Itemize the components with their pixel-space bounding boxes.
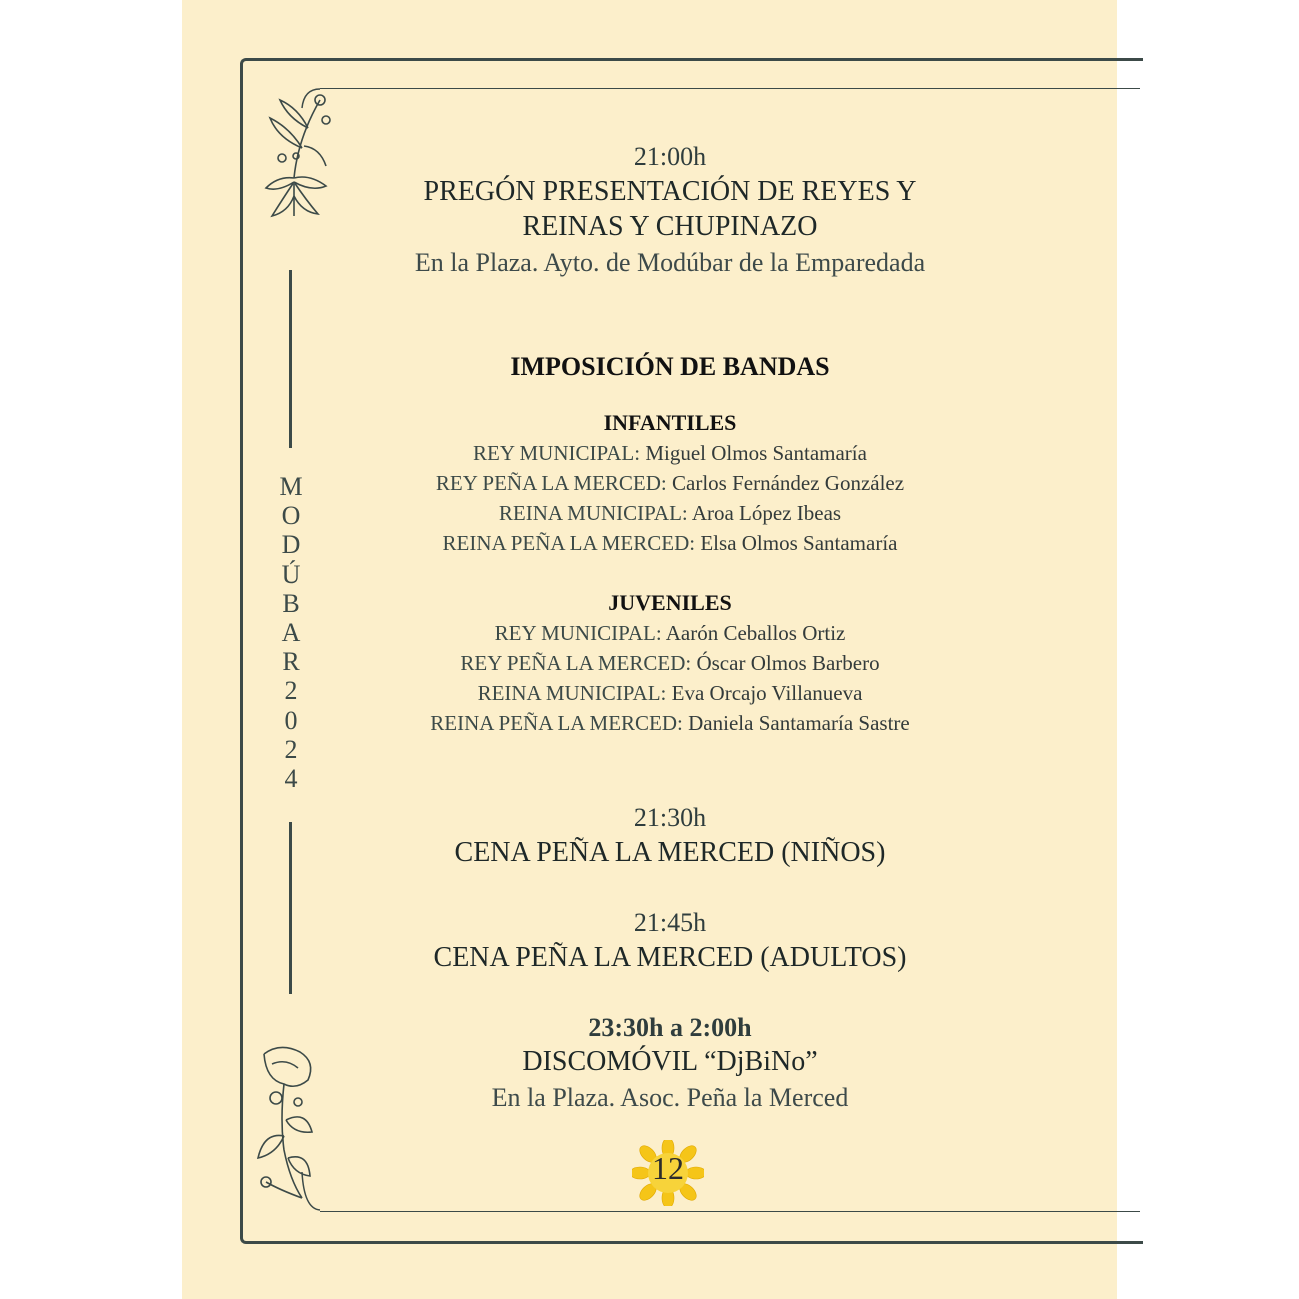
award-item [400,471,940,496]
award-role: REY MUNICIPAL: [473,441,641,465]
flower-ornament-bottom-icon [250,1040,330,1205]
vertical-letter: R [282,647,300,677]
side-line-bottom [289,822,292,994]
award-role: REY MUNICIPAL: [494,621,662,645]
vertical-letter: A [281,618,301,648]
event-title: DISCOMÓVIL “DjBiNo” [522,1046,818,1077]
event-title: REINAS Y CHUPINAZO [522,211,818,242]
award-item [400,681,940,706]
event-time: 21:45h [633,908,707,937]
event-title: CENA PEÑA LA MERCED (ADULTOS) [433,942,907,973]
award-role: REY PEÑA LA MERCED: [435,471,667,495]
subsection-heading: JUVENILES [608,590,732,615]
award-item [400,621,940,646]
event-title: CENA PEÑA LA MERCED (NIÑOS) [454,837,886,868]
award-name: Carlos Fernández González [666,471,905,495]
event-location: En la Plaza. Asoc. Peña la Merced [491,1083,849,1112]
award-name: Aarón Ceballos Ortiz [661,621,846,645]
award-name: Eva Orcajo Villanueva [666,681,863,705]
vertical-letter: 2 [284,676,298,706]
award-role: REY PEÑA LA MERCED: [460,651,692,675]
side-line-top [289,270,292,448]
award-role: REINA MUNICIPAL: [477,681,667,705]
award-name: Elsa Olmos Santamaría [695,531,898,555]
award-role: REINA PEÑA LA MERCED: [430,711,683,735]
award-name: Óscar Olmos Barbero [691,651,880,675]
vertical-letter: D [281,530,301,560]
vertical-letter: Ú [281,559,301,589]
award-item [400,501,940,526]
event-title: PREGÓN PRESENTACIÓN DE REYES Y [423,176,917,207]
award-item [400,711,940,736]
award-role: REINA PEÑA LA MERCED: [442,531,696,555]
award-item [400,441,940,466]
event-location: En la Plaza. Ayto. de Modúbar de la Emparedada [414,248,926,277]
award-name: Aroa López Ibeas [687,501,842,525]
subsection-heading: INFANTILES [603,410,737,435]
award-item [400,531,940,556]
page-number: 12 [652,1150,684,1186]
vertical-letter: 4 [284,764,298,794]
event-time: 23:30h a 2:00h [588,1013,752,1042]
vertical-letter: 2 [284,734,298,764]
vertical-letter: M [279,472,303,501]
award-name: Daniela Santamaría Sastre [682,711,910,735]
vertical-letter: O [281,501,301,531]
award-item [400,651,940,676]
vertical-letter: 0 [284,705,298,735]
event-time: 21:00h [633,142,707,171]
vertical-letter: B [282,588,300,618]
flower-ornament-top-icon [258,88,338,228]
vertical-title [276,472,306,793]
award-name: Miguel Olmos Santamaría [640,441,867,465]
section-heading: IMPOSICIÓN DE BANDAS [510,352,830,381]
award-role: REINA MUNICIPAL: [498,501,688,525]
event-time: 21:30h [633,803,707,832]
